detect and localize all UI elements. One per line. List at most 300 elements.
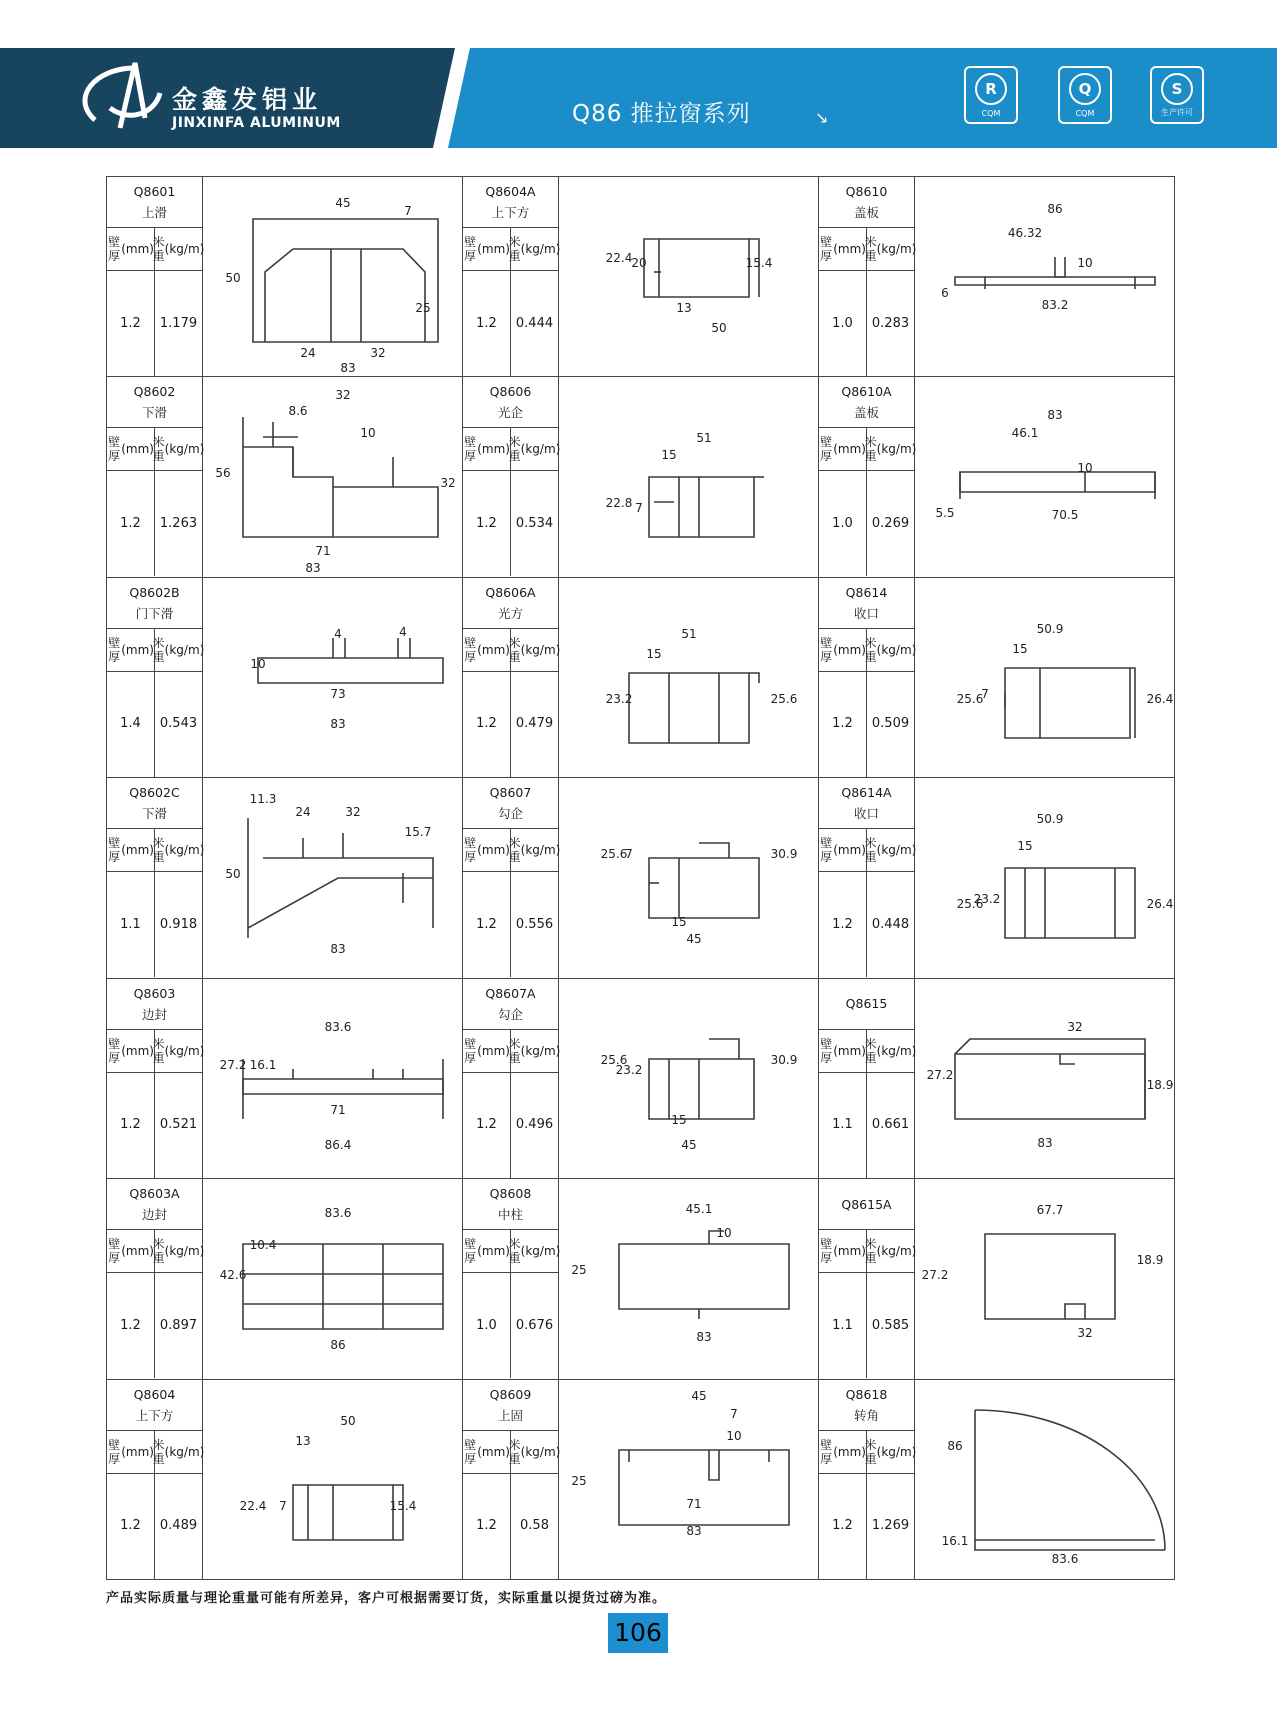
weight-header: 米重 (kg/m) bbox=[864, 635, 917, 664]
profile-outline bbox=[293, 1485, 403, 1540]
profile-outline bbox=[273, 422, 293, 477]
dimension-label: 26.4 bbox=[1146, 897, 1174, 912]
weight-value: 0.479 bbox=[515, 716, 554, 732]
profile-name: 收口 bbox=[853, 605, 879, 621]
profile-name: 下滑 bbox=[141, 405, 167, 421]
dimension-label: 13 bbox=[676, 301, 692, 315]
dimension-label: 10.4 bbox=[249, 1238, 277, 1253]
dimension-label: 32 bbox=[370, 346, 386, 360]
dimension-label: 22.4 bbox=[605, 251, 633, 265]
dimension-label: 46.32 bbox=[1007, 226, 1043, 240]
profile-code: Q8615A bbox=[841, 1196, 892, 1212]
thickness-header: 壁厚 (mm) bbox=[463, 1230, 511, 1272]
profile-cross-section-drawing bbox=[915, 778, 1174, 977]
profile-name: 边封 bbox=[141, 1207, 167, 1223]
profile-code: Q8601 bbox=[133, 184, 176, 199]
weight-value: 0.58 bbox=[520, 1518, 549, 1534]
profile-name: 上下方 bbox=[491, 205, 530, 220]
catalog-row bbox=[107, 778, 1175, 978]
profile-info-cell bbox=[463, 978, 559, 1178]
dimension-label: 86.4 bbox=[324, 1137, 352, 1152]
dimension-label: 27.2 bbox=[219, 1057, 247, 1072]
dimension-label: 30.9 bbox=[770, 1052, 798, 1067]
profile-info-cell bbox=[819, 177, 915, 377]
dimension-label: 32 bbox=[440, 476, 456, 491]
profile-outline bbox=[253, 219, 438, 342]
dimension-label: 5.5 bbox=[935, 506, 955, 521]
thickness-header: 壁厚 (mm) bbox=[107, 228, 155, 270]
profile-drawing-cell bbox=[559, 1379, 819, 1579]
profile-drawing-cell bbox=[203, 778, 463, 978]
profile-drawing-cell bbox=[559, 177, 819, 377]
dimension-label: 4 bbox=[334, 626, 342, 641]
profile-info-cell bbox=[819, 1179, 915, 1379]
dimension-label: 7 bbox=[625, 847, 633, 862]
profile-outline bbox=[955, 1054, 1145, 1119]
thickness-header: 壁厚 (mm) bbox=[107, 829, 155, 871]
profile-name: 边封 bbox=[141, 1006, 167, 1022]
dimension-label: 10 bbox=[1077, 256, 1093, 270]
weight-value: 0.444 bbox=[515, 315, 554, 331]
profile-name: 盖板 bbox=[853, 205, 879, 220]
thickness-header: 壁厚 (mm) bbox=[463, 1030, 511, 1072]
thickness-header: 壁厚 (mm) bbox=[819, 1230, 867, 1272]
dimension-label: 83.2 bbox=[1041, 298, 1069, 312]
catalog-row bbox=[107, 1379, 1175, 1579]
dimension-label: 15.4 bbox=[389, 1498, 417, 1513]
dimension-label: 30.9 bbox=[770, 847, 798, 862]
profile-outline bbox=[649, 858, 759, 918]
weight-value: 0.283 bbox=[871, 315, 910, 331]
profile-outline bbox=[243, 1274, 443, 1304]
catalog-row bbox=[107, 577, 1175, 777]
dimension-label: 25 bbox=[415, 301, 431, 315]
thickness-header: 壁厚 (mm) bbox=[819, 428, 867, 470]
thickness-header: 壁厚 (mm) bbox=[107, 1030, 155, 1072]
weight-header: 米重 (kg/m) bbox=[508, 235, 561, 263]
profile-code: Q8615 bbox=[845, 996, 888, 1012]
profile-outline bbox=[960, 472, 1155, 499]
profile-drawing-cell bbox=[559, 377, 819, 577]
weight-header: 米重 (kg/m) bbox=[152, 635, 205, 664]
profile-info-cell bbox=[107, 177, 203, 377]
dimension-label: 86 bbox=[1047, 202, 1063, 216]
catalog-row bbox=[107, 377, 1175, 577]
profile-name: 下滑 bbox=[141, 806, 167, 822]
thickness-value: 1.2 bbox=[107, 271, 155, 376]
dimension-label: 15 bbox=[646, 646, 662, 661]
thickness-value: 1.2 bbox=[463, 872, 511, 977]
profile-info-cell bbox=[463, 1379, 559, 1579]
dimension-label: 51 bbox=[681, 626, 697, 641]
dimension-label: 83 bbox=[305, 561, 321, 576]
profile-info-cell bbox=[107, 1379, 203, 1579]
dimension-label: 25.6 bbox=[600, 1052, 628, 1067]
weight-value: 0.269 bbox=[871, 515, 910, 531]
profile-info-cell bbox=[107, 1179, 203, 1379]
profile-outline bbox=[960, 472, 1155, 492]
catalog-row bbox=[107, 177, 1175, 377]
dimension-label: 83 bbox=[330, 942, 346, 957]
dimension-label: 46.1 bbox=[1011, 426, 1039, 441]
profile-drawing-cell bbox=[203, 577, 463, 777]
weight-value: 0.509 bbox=[871, 716, 910, 732]
dimension-label: 10 bbox=[716, 1226, 732, 1241]
thickness-value: 1.2 bbox=[463, 271, 511, 376]
profile-cross-section-drawing bbox=[559, 979, 818, 1178]
dimension-label: 73 bbox=[330, 686, 346, 701]
profile-outline bbox=[398, 638, 410, 658]
profile-outline bbox=[699, 843, 729, 858]
profile-name: 光方 bbox=[497, 605, 523, 621]
profile-name: 转角 bbox=[853, 1407, 879, 1423]
dimension-label: 83 bbox=[1047, 408, 1063, 423]
weight-value: 0.534 bbox=[515, 515, 554, 531]
thickness-value: 1.1 bbox=[819, 1073, 867, 1178]
profile-code: Q8607A bbox=[485, 985, 536, 1001]
thickness-header: 壁厚 (mm) bbox=[463, 428, 511, 470]
dimension-label: 16.1 bbox=[249, 1057, 277, 1072]
profile-outline bbox=[1060, 1054, 1075, 1064]
dimension-label: 8.6 bbox=[288, 404, 308, 419]
thickness-header: 壁厚 (mm) bbox=[463, 629, 511, 671]
thickness-header: 壁厚 (mm) bbox=[107, 1230, 155, 1272]
thickness-header: 壁厚 (mm) bbox=[819, 829, 867, 871]
dimension-label: 20 bbox=[631, 256, 647, 270]
profile-code: Q8603 bbox=[133, 985, 176, 1001]
dimension-label: 83 bbox=[330, 716, 346, 731]
dimension-label: 15 bbox=[1012, 641, 1028, 656]
profile-code: Q8610 bbox=[845, 184, 888, 199]
dimension-label: 25.6 bbox=[956, 691, 984, 706]
catalog-row bbox=[107, 978, 1175, 1178]
dimension-label: 25 bbox=[571, 1473, 587, 1488]
dimension-label: 18.9 bbox=[1136, 1253, 1164, 1268]
profile-name: 盖板 bbox=[853, 405, 879, 421]
profile-drawing-cell bbox=[203, 1179, 463, 1379]
profile-outline bbox=[975, 1410, 1165, 1550]
dimension-label: 83.6 bbox=[324, 1019, 352, 1034]
profile-drawing-cell bbox=[915, 978, 1175, 1178]
thickness-header: 壁厚 (mm) bbox=[463, 829, 511, 871]
dimension-label: 83 bbox=[340, 361, 356, 375]
profile-drawing-cell bbox=[559, 577, 819, 777]
profile-cross-section-drawing bbox=[915, 1380, 1174, 1579]
series-arrow-icon: ↘ bbox=[815, 108, 829, 127]
profile-cross-section-drawing bbox=[559, 1380, 818, 1579]
dimension-label: 25.6 bbox=[770, 691, 798, 706]
thickness-value: 1.2 bbox=[819, 1474, 867, 1579]
profile-info-cell bbox=[819, 978, 915, 1178]
dimension-label: 25.6 bbox=[956, 897, 984, 912]
profile-code: Q8604A bbox=[485, 184, 536, 199]
profile-code: Q8614 bbox=[845, 584, 888, 600]
profile-cross-section-drawing bbox=[203, 377, 462, 576]
weight-header: 米重 (kg/m) bbox=[508, 435, 561, 464]
dimension-label: 7 bbox=[981, 686, 989, 701]
profile-code: Q8614A bbox=[841, 785, 892, 801]
thickness-header: 壁厚 (mm) bbox=[107, 629, 155, 671]
profile-cross-section-drawing bbox=[559, 1179, 818, 1378]
dimension-label: 45.1 bbox=[685, 1202, 713, 1217]
profile-code: Q8610A bbox=[841, 384, 892, 400]
profile-cross-section-drawing bbox=[915, 1179, 1174, 1378]
dimension-label: 50.9 bbox=[1036, 621, 1064, 636]
profile-name: 门下滑 bbox=[135, 605, 174, 621]
dimension-label: 32 bbox=[335, 388, 351, 403]
dimension-label: 83.6 bbox=[324, 1206, 352, 1221]
profile-code: Q8606A bbox=[485, 584, 536, 600]
dimension-label: 45 bbox=[686, 932, 702, 947]
weight-header: 米重 (kg/m) bbox=[152, 1237, 205, 1266]
weight-header: 米重 (kg/m) bbox=[864, 235, 917, 263]
weight-value: 0.448 bbox=[871, 916, 910, 932]
dimension-label: 42.6 bbox=[219, 1268, 247, 1283]
dimension-label: 83 bbox=[696, 1330, 712, 1345]
weight-header: 米重 (kg/m) bbox=[864, 1437, 917, 1466]
profile-info-cell bbox=[463, 577, 559, 777]
thickness-value: 1.0 bbox=[463, 1273, 511, 1378]
profile-outline bbox=[649, 1059, 754, 1119]
series-title: Q86 推拉窗系列 bbox=[572, 101, 751, 127]
cqm-q-badge-icon: Q CQM bbox=[1058, 66, 1112, 124]
dimension-label: 15.7 bbox=[404, 825, 432, 840]
weight-value: 0.585 bbox=[871, 1317, 910, 1333]
dimension-label: 71 bbox=[330, 1102, 346, 1117]
dimension-label: 10 bbox=[726, 1428, 742, 1443]
weight-value: 0.543 bbox=[159, 716, 198, 732]
dimension-label: 71 bbox=[686, 1496, 702, 1511]
profile-cross-section-drawing bbox=[203, 177, 462, 376]
dimension-label: 7 bbox=[635, 501, 643, 516]
profile-cross-section-drawing bbox=[559, 778, 818, 977]
profile-drawing-cell bbox=[915, 1179, 1175, 1379]
profile-outline bbox=[323, 1244, 383, 1329]
thickness-value: 1.2 bbox=[107, 1273, 155, 1378]
dimension-label: 86 bbox=[947, 1438, 963, 1453]
profile-cross-section-drawing bbox=[203, 778, 462, 977]
profile-code: Q8602B bbox=[129, 584, 180, 600]
dimension-label: 83 bbox=[1037, 1135, 1053, 1150]
thickness-value: 1.2 bbox=[463, 1073, 511, 1178]
profile-cross-section-drawing bbox=[915, 377, 1174, 576]
dimension-label: 10 bbox=[250, 656, 266, 671]
thickness-header: 壁厚 (mm) bbox=[819, 629, 867, 671]
weight-value: 0.556 bbox=[515, 916, 554, 932]
profile-name: 上滑 bbox=[141, 205, 167, 220]
thickness-value: 1.2 bbox=[463, 471, 511, 576]
page-number: 106 bbox=[608, 1613, 668, 1653]
profile-name: 勾企 bbox=[497, 1006, 523, 1022]
profile-code: Q8603A bbox=[129, 1186, 180, 1202]
profile-info-cell bbox=[819, 778, 915, 978]
dimension-label: 15 bbox=[671, 1112, 687, 1127]
profile-drawing-cell bbox=[203, 177, 463, 377]
profile-info-cell bbox=[107, 978, 203, 1178]
weight-header: 米重 (kg/m) bbox=[508, 1237, 561, 1266]
weight-value: 1.179 bbox=[159, 315, 198, 331]
profile-outline bbox=[293, 249, 425, 342]
dimension-label: 50 bbox=[225, 867, 241, 882]
profile-outline bbox=[985, 1234, 1115, 1319]
profile-drawing-cell bbox=[915, 778, 1175, 978]
dimension-label: 25 bbox=[571, 1263, 587, 1278]
profile-info-cell bbox=[463, 1179, 559, 1379]
profile-drawing-cell bbox=[915, 577, 1175, 777]
thickness-header: 壁厚 (mm) bbox=[819, 228, 867, 270]
weight-header: 米重 (kg/m) bbox=[152, 836, 205, 865]
dimension-label: 83 bbox=[686, 1523, 702, 1538]
profile-name: 上下方 bbox=[135, 1407, 174, 1423]
thickness-value: 1.2 bbox=[107, 1073, 155, 1178]
dimension-label: 24 bbox=[300, 346, 316, 360]
thickness-value: 1.2 bbox=[819, 872, 867, 977]
dimension-label: 67.7 bbox=[1036, 1203, 1064, 1218]
profile-cross-section-drawing bbox=[559, 377, 818, 576]
dimension-label: 7 bbox=[730, 1406, 738, 1421]
thickness-value: 1.1 bbox=[107, 872, 155, 977]
profile-name: 中柱 bbox=[497, 1207, 523, 1223]
dimension-label: 23.2 bbox=[605, 691, 633, 706]
profile-outline bbox=[709, 1450, 719, 1480]
profile-cross-section-drawing bbox=[203, 1179, 462, 1378]
profile-cross-section-drawing bbox=[203, 1380, 462, 1579]
profile-outline bbox=[629, 673, 749, 743]
weight-header: 米重 (kg/m) bbox=[152, 1036, 205, 1065]
dimension-label: 18.9 bbox=[1146, 1077, 1174, 1092]
profile-drawing-cell bbox=[559, 1179, 819, 1379]
thickness-header: 壁厚 (mm) bbox=[107, 428, 155, 470]
dimension-label: 15 bbox=[671, 915, 687, 930]
profile-drawing-cell bbox=[559, 978, 819, 1178]
dimension-label: 45 bbox=[681, 1137, 697, 1152]
dimension-label: 15.4 bbox=[745, 256, 773, 270]
dimension-label: 23.2 bbox=[973, 892, 1001, 907]
weight-header: 米重 (kg/m) bbox=[864, 836, 917, 865]
profile-outline bbox=[1065, 1304, 1085, 1319]
dimension-label: 86 bbox=[330, 1338, 346, 1353]
qs-production-license-icon: S 生产许可 bbox=[1150, 66, 1204, 124]
profile-name: 收口 bbox=[853, 806, 879, 822]
thickness-value: 1.2 bbox=[819, 672, 867, 777]
profile-outline bbox=[243, 447, 333, 537]
profile-name: 上固 bbox=[497, 1407, 523, 1423]
dimension-label: 22.4 bbox=[239, 1498, 267, 1513]
weight-header: 米重 (kg/m) bbox=[152, 435, 205, 464]
profile-outline bbox=[258, 658, 443, 683]
profile-code: Q8609 bbox=[489, 1386, 532, 1402]
dimension-label: 10 bbox=[1077, 461, 1093, 476]
weight-value: 0.489 bbox=[159, 1518, 198, 1534]
profile-drawing-cell bbox=[559, 778, 819, 978]
weight-header: 米重 (kg/m) bbox=[508, 1036, 561, 1065]
profile-outline bbox=[985, 277, 1135, 289]
dimension-label: 27.2 bbox=[921, 1268, 949, 1283]
profile-outline bbox=[243, 1079, 443, 1094]
profile-outline bbox=[265, 249, 293, 342]
dimension-label: 7 bbox=[279, 1498, 287, 1513]
thickness-header: 壁厚 (mm) bbox=[819, 1431, 867, 1473]
dimension-label: 32 bbox=[1067, 1019, 1083, 1034]
dimension-label: 45 bbox=[691, 1388, 707, 1403]
thickness-value: 1.2 bbox=[463, 672, 511, 777]
dimension-label: 45 bbox=[335, 196, 351, 210]
profile-cross-section-drawing bbox=[203, 578, 462, 777]
dimension-label: 27.2 bbox=[926, 1067, 954, 1082]
profile-cross-section-drawing bbox=[915, 979, 1174, 1178]
profile-code: Q8604 bbox=[133, 1386, 176, 1402]
thickness-value: 1.0 bbox=[819, 471, 867, 576]
weight-value: 0.897 bbox=[159, 1317, 198, 1333]
thickness-value: 1.2 bbox=[107, 1474, 155, 1579]
profile-outline bbox=[331, 249, 361, 342]
dimension-label: 56 bbox=[215, 466, 231, 481]
thickness-header: 壁厚 (mm) bbox=[107, 1431, 155, 1473]
profile-drawing-cell bbox=[203, 978, 463, 1178]
dimension-label: 22.8 bbox=[605, 496, 633, 511]
profile-outline bbox=[975, 1410, 1165, 1550]
profile-info-cell bbox=[819, 577, 915, 777]
dimension-label: 50 bbox=[225, 271, 241, 285]
dimension-label: 15 bbox=[661, 448, 677, 463]
weight-header: 米重 (kg/m) bbox=[864, 1237, 917, 1266]
dimension-label: 11.3 bbox=[249, 792, 277, 807]
thickness-header: 壁厚 (mm) bbox=[463, 1431, 511, 1473]
dimension-label: 70.5 bbox=[1051, 508, 1079, 523]
catalog-row bbox=[107, 1179, 1175, 1379]
profile-code: Q8607 bbox=[489, 785, 532, 801]
weight-value: 1.269 bbox=[871, 1518, 910, 1534]
profile-info-cell bbox=[463, 177, 559, 377]
dimension-label: 32 bbox=[1077, 1326, 1093, 1341]
profile-catalog-table bbox=[106, 176, 1175, 1580]
weight-header: 米重 (kg/m) bbox=[508, 1437, 561, 1466]
profile-cross-section-drawing bbox=[915, 578, 1174, 777]
profile-info-cell bbox=[819, 377, 915, 577]
dimension-label: 4 bbox=[399, 624, 407, 639]
profile-outline bbox=[303, 833, 403, 903]
dimension-label: 50 bbox=[340, 1413, 356, 1428]
weight-value: 0.496 bbox=[515, 1117, 554, 1133]
dimension-label: 83.6 bbox=[1051, 1551, 1079, 1566]
profile-outline bbox=[263, 858, 433, 928]
weight-value: 0.661 bbox=[871, 1117, 910, 1133]
dimension-label: 16.1 bbox=[941, 1533, 969, 1548]
profile-code: Q8602C bbox=[129, 785, 180, 801]
weight-header: 米重 (kg/m) bbox=[152, 235, 205, 263]
profile-code: Q8602 bbox=[133, 384, 176, 400]
profile-drawing-cell bbox=[915, 1379, 1175, 1579]
weight-header: 米重 (kg/m) bbox=[864, 435, 917, 464]
profile-outline bbox=[1055, 257, 1065, 277]
thickness-header: 壁厚 (mm) bbox=[463, 228, 511, 270]
dimension-label: 10 bbox=[360, 426, 376, 441]
brand-name-en: JINXINFA ALUMINUM bbox=[172, 115, 341, 131]
profile-outline bbox=[619, 1450, 789, 1525]
profile-info-cell bbox=[107, 577, 203, 777]
dimension-label: 51 bbox=[696, 431, 712, 446]
dimension-label: 32 bbox=[345, 805, 361, 820]
profile-cross-section-drawing bbox=[559, 578, 818, 777]
profile-outline bbox=[243, 1244, 443, 1329]
profile-outline bbox=[619, 1244, 789, 1309]
weight-header: 米重 (kg/m) bbox=[508, 836, 561, 865]
profile-outline bbox=[955, 1039, 1145, 1119]
footnote: 产品实际质量与理论重量可能有所差异，客户可根据需要订货，实际重量以提货过磅为准。 bbox=[106, 1591, 667, 1606]
profile-cross-section-drawing bbox=[915, 177, 1174, 376]
dimension-label: 50.9 bbox=[1036, 812, 1064, 827]
profile-drawing-cell bbox=[915, 177, 1175, 377]
